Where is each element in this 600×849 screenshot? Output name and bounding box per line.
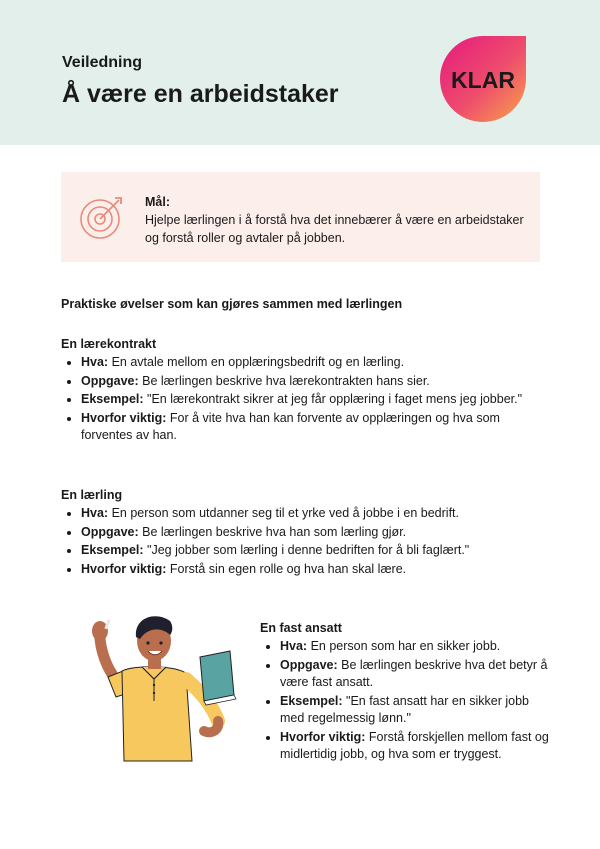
list-item <box>81 542 531 560</box>
document-kicker: Veiledning <box>62 54 143 71</box>
section-title: En fast ansatt <box>260 621 342 635</box>
item-text: For å vite hva han kan forvente av opplæringen og hva som forventes av han. <box>81 410 500 442</box>
target-icon <box>79 194 125 240</box>
bullet-list <box>260 638 550 764</box>
section-title: En lærekontrakt <box>61 337 157 351</box>
item-text: Be lærlingen beskrive hva det betyr å være fast ansatt. <box>280 657 548 689</box>
list-item <box>81 373 531 391</box>
item-text: "En fast ansatt har en sikker jobb med regelmessig lønn." <box>280 693 530 725</box>
section-laerekontrakt <box>61 337 531 446</box>
list-item <box>280 729 550 764</box>
list-item <box>280 638 550 656</box>
logo-text: KLAR <box>451 67 515 93</box>
section-fast-ansatt <box>260 621 550 765</box>
item-text: Be lærlingen beskrive hva han som lærling gjør. <box>138 524 407 539</box>
item-label: Hva: <box>81 506 109 520</box>
header-band <box>0 0 600 145</box>
list-item <box>81 410 531 445</box>
item-text: Forstå forskjellen mellom fast og midlertidig jobb, og hva som er tryggest. <box>280 729 549 761</box>
item-label: Eksempel: <box>280 693 343 708</box>
goal-label: Mål: <box>145 195 170 209</box>
list-item <box>81 391 531 409</box>
goal-text-block <box>145 193 535 247</box>
item-label: Oppgave: <box>81 524 139 539</box>
list-item <box>81 354 531 372</box>
item-label: Hvorfor viktig: <box>81 561 167 576</box>
item-label: Hvorfor viktig: <box>280 729 366 744</box>
list-item <box>81 505 531 523</box>
item-label: Hvorfor viktig: <box>81 410 167 425</box>
item-text: Forstå sin egen rolle og hva han skal lære. <box>166 561 407 576</box>
section-laerling <box>61 488 531 579</box>
item-label: Eksempel: <box>81 543 144 557</box>
list-item <box>81 561 531 579</box>
goal-description: Hjelpe lærlingen i å forstå hva det innebærer å være en arbeidstaker og forstå roller og avtaler på jobben. <box>145 213 524 245</box>
list-item <box>280 693 550 728</box>
item-label: Hva: <box>280 639 308 653</box>
exercises-intro: Praktiske øvelser som kan gjøres sammen med lærlingen <box>61 297 403 311</box>
item-text: En avtale mellom en opplæringsbedrift og en lærling. <box>108 355 405 369</box>
item-text: "Jeg jobber som lærling i denne bedriften for å bli faglært." <box>143 543 470 557</box>
klar-logo <box>440 36 526 122</box>
item-label: Oppgave: <box>280 657 338 672</box>
item-label: Hva: <box>81 355 109 369</box>
person-reading-illustration <box>62 605 242 765</box>
item-text: Be lærlingen beskrive hva lærekontrakten hans sier. <box>138 373 430 388</box>
item-label: Eksempel: <box>81 392 144 406</box>
item-text: En person som har en sikker jobb. <box>307 639 501 653</box>
goal-box <box>61 172 540 262</box>
list-item <box>280 657 550 692</box>
item-label: Oppgave: <box>81 373 139 388</box>
section-title: En lærling <box>61 488 123 502</box>
bullet-list <box>61 354 531 445</box>
page-title: Å være en arbeidstaker <box>62 80 339 108</box>
bullet-list <box>61 505 531 578</box>
item-text: "En lærekontrakt sikrer at jeg får opplæring i faget mens jeg jobber." <box>143 392 523 406</box>
item-text: En person som utdanner seg til et yrke ved å jobbe i en bedrift. <box>108 506 459 520</box>
list-item <box>81 524 531 542</box>
